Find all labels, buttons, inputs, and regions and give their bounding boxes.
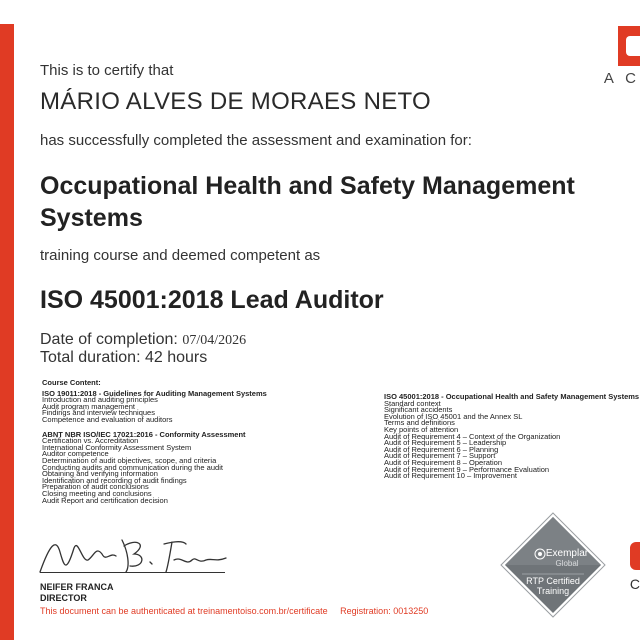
- content-item: Significant accidents: [384, 405, 453, 415]
- training-text: training course and deemed competent as: [40, 247, 321, 264]
- course-title: [40, 170, 575, 234]
- recipient-name: MÁRIO ALVES DE MORAES NETO: [40, 88, 432, 115]
- content-item: Audit of Requirement 5 – Leadership: [384, 438, 507, 448]
- company-logo-text: A C: [603, 70, 640, 87]
- content-item: International Conformity Assessment System: [42, 442, 192, 452]
- badge-text-training: Training: [536, 586, 570, 596]
- content-item: Terms and definitions: [384, 418, 455, 428]
- section-title: ISO 45001:2018 - Occupational Health and Safety Management Systems: [384, 392, 640, 401]
- badge-text-rtp-certified: RTP Certified: [526, 576, 580, 586]
- content-item: Audit program management: [42, 401, 135, 411]
- course-title-line2: Systems: [40, 204, 143, 232]
- content-item: Findings and interview techniques: [42, 408, 155, 418]
- certify-intro: This is to certify that: [40, 62, 174, 79]
- completion-date-row: [40, 331, 246, 349]
- authentication-text: This document can be authenticated at treinamentoiso.com.br/certificate: [40, 606, 328, 616]
- content-item: Conducting audits and communication during the audit: [42, 462, 223, 472]
- course-content-left: [42, 380, 267, 504]
- signatory-name: NEIFER FRANCA: [40, 582, 114, 592]
- content-item: Standard context: [384, 398, 441, 408]
- right-logo-fragment-icon: [630, 542, 640, 570]
- content-item: Evolution of ISO 45001 and the Annex SL: [384, 411, 523, 421]
- course-content-heading: Course Content:: [42, 378, 101, 387]
- footer-authentication: [40, 606, 428, 616]
- registration-number: Registration: 0013250: [340, 606, 429, 616]
- right-edge-letter: C: [629, 576, 640, 592]
- signature-line: [40, 572, 225, 573]
- completion-date: 07/04/2026: [182, 333, 247, 348]
- badge-text-global: Global: [555, 559, 579, 568]
- qualification-title: ISO 45001:2018 Lead Auditor: [40, 286, 384, 314]
- content-item: Audit of Requirement 10 – Improvement: [384, 471, 517, 481]
- content-item: Audit of Requirement 9 – Performance Evaluation: [384, 464, 550, 474]
- content-item: Audit of Requirement 8 – Operation: [384, 457, 502, 467]
- content-item: Audit of Requirement 4 – Context of the Organization: [384, 431, 561, 441]
- content-item: Audit of Requirement 6 – Planning: [384, 444, 499, 454]
- content-item: Audit of Requirement 7 – Support: [384, 451, 496, 461]
- content-item: Obtaining and verifying information: [42, 469, 158, 479]
- content-item: Auditor competence: [42, 449, 109, 459]
- content-item: Closing meeting and conclusions: [42, 488, 152, 498]
- section-title: ISO 19011:2018 - Guidelines for Auditing Management Systems: [42, 388, 267, 398]
- section-title: ABNT NBR ISO/IEC 17021:2016 - Conformity Assessment: [42, 429, 246, 439]
- course-title-line1: Occupational Health and Safety Management: [40, 172, 575, 200]
- content-item: Determination of audit objectives, scope, and criteria: [42, 455, 217, 465]
- course-content-right: [384, 394, 639, 480]
- total-duration: Total duration: 42 hours: [40, 349, 208, 366]
- signatory-title: DIRECTOR: [40, 593, 87, 603]
- left-accent-bar: [0, 24, 14, 640]
- content-item: Certification vs. Accreditation: [42, 436, 139, 446]
- completed-text: has successfully completed the assessment and examination for:: [40, 132, 472, 149]
- content-item: Key points of attention: [384, 424, 459, 434]
- content-item: Audit Report and certification decision: [42, 495, 168, 505]
- badge-text-exemplar: Exemplar: [545, 548, 589, 559]
- company-logo-icon: [618, 26, 640, 66]
- content-item: Competence and evaluation of auditors: [42, 414, 173, 424]
- content-item: Identification and recording of audit findings: [42, 475, 187, 485]
- content-item: Preparation of audit conclusions: [42, 482, 149, 492]
- content-item: Introduction and auditing principles: [42, 395, 158, 405]
- completion-label: Date of completion:: [40, 331, 178, 348]
